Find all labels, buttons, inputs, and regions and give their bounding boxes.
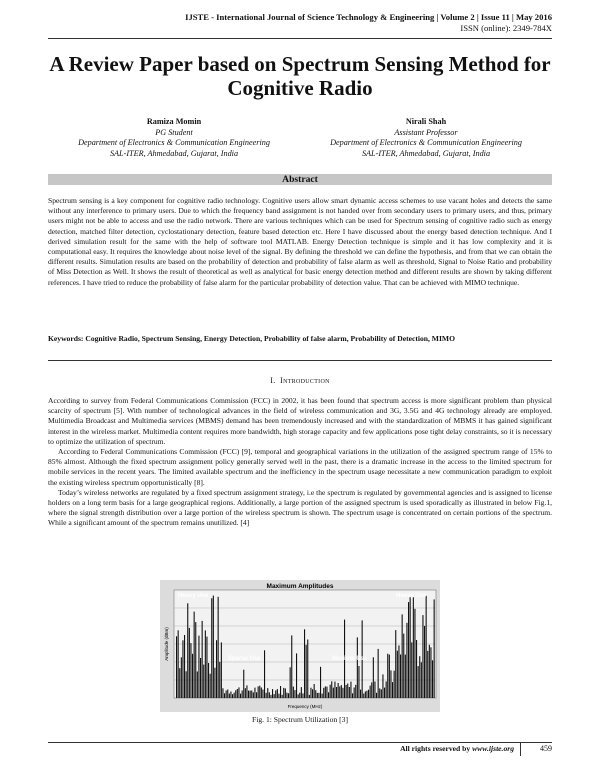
spectrum-bar <box>211 598 212 698</box>
spectrum-bar <box>230 692 231 699</box>
spectrum-bar <box>285 688 286 698</box>
spectrum-bar <box>190 643 191 698</box>
spectrum-bar <box>301 687 302 698</box>
spectrum-bar <box>210 674 211 698</box>
spectrum-bar <box>318 693 319 698</box>
spectrum-bar <box>245 688 246 698</box>
spectrum-bar <box>384 688 385 698</box>
spectrum-bar <box>280 686 281 698</box>
author-dept: Department of Electronics & Communication Engineering <box>78 138 270 148</box>
spectrum-bar <box>203 665 204 698</box>
spectrum-bar <box>261 688 262 699</box>
spectrum-bar <box>216 640 217 698</box>
spectrum-bar <box>418 666 419 698</box>
paper-title: A Review Paper based on Spectrum Sensing Method for Cognitive Radio <box>49 52 551 100</box>
spectrum-bar <box>430 647 431 698</box>
section-rule <box>48 360 552 361</box>
spectrum-bar <box>227 690 228 699</box>
spectrum-bar <box>422 615 423 698</box>
medium-use-label: Medium Use <box>332 656 368 662</box>
spectrum-bar <box>398 645 399 698</box>
spectrum-bar <box>248 691 249 698</box>
spectrum-bar <box>381 689 382 698</box>
spectrum-bar <box>374 682 375 699</box>
spectrum-bar <box>394 671 395 698</box>
spectrum-bar <box>198 636 199 698</box>
author-2 <box>300 117 552 159</box>
spectrum-bar <box>195 622 196 698</box>
paragraph: According to survey from Federal Communications Commission (FCC) in 2002, it has been found that spectrum access is more significant problem than physical scarcity of spectrum [5]. With number of technological advances in the field of wireless communication and 3G, 3.5G and 4G technology already are employed. Multimedia Broadcast and Multimedia services (MBMS) demand has been tremendously increased and with the standardization of MBMS it has gained significant interest in the wireless market. Multimedia content requires more bandwidth, high storage capacity and few applications pose tight delay constraints, so it is necessary to optimize the utilization of spectrum. <box>48 396 552 446</box>
spectrum-bar <box>181 657 182 698</box>
spectrum-bar <box>186 671 187 698</box>
spectrum-bar <box>349 687 350 698</box>
spectrum-bar <box>253 692 254 698</box>
spectrum-bar <box>259 686 260 698</box>
footer-separator <box>520 742 521 756</box>
spectrum-bar <box>427 651 428 698</box>
spectrum-bar <box>262 690 263 699</box>
spectrum-bar <box>270 695 271 698</box>
spectrum-bar <box>408 602 409 698</box>
spectrum-bar <box>389 655 390 698</box>
spectrum-bar <box>264 650 265 698</box>
spectrum-bar <box>360 690 361 698</box>
figure-caption: Fig. 1: Spectrum Utilization [3] <box>252 715 348 724</box>
spectrum-bar <box>283 688 284 698</box>
figure-title: Maximum Amplitudes <box>266 583 334 590</box>
author-dept: Department of Electronics & Communication Engineering <box>330 138 522 148</box>
spectrum-bar <box>278 694 279 698</box>
author-affiliation: SAL-ITER, Ahmedabad, Gujarat, India <box>109 148 239 158</box>
spectrum-bar <box>411 642 412 698</box>
spectrum-bar <box>347 684 348 699</box>
spectrum-bar <box>222 688 223 698</box>
author-name: Ramiza Momin <box>146 117 202 126</box>
spectrum-bar <box>237 689 238 698</box>
spectrum-bar <box>334 682 335 698</box>
spectrum-bar <box>355 685 356 698</box>
spectrum-bar <box>370 686 371 698</box>
spectrum-bar <box>307 640 308 699</box>
spectrum-bar <box>357 637 358 698</box>
spectrum-bar <box>378 649 379 698</box>
spectrum-bar <box>309 695 310 698</box>
spectrum-bar <box>176 636 177 698</box>
spectrum-bar <box>213 596 214 698</box>
spectrum-bar <box>232 694 233 698</box>
spectrum-bar <box>342 688 343 698</box>
spectrum-bar <box>224 693 225 698</box>
spectrum-bar <box>304 629 305 698</box>
spectrum-bar <box>246 685 247 698</box>
spectrum-bar <box>317 693 318 698</box>
spectrum-bar <box>413 597 414 698</box>
spectrum-bar <box>251 691 252 699</box>
x-axis-label: Frequency (MHz) <box>287 704 323 709</box>
heavy-use-left-label: Heavy Use <box>178 593 209 599</box>
spectrum-bar <box>429 645 430 698</box>
spectrum-bar <box>296 653 297 698</box>
sparse-use-label: Sparse Use <box>228 656 261 662</box>
spectrum-bar <box>403 634 404 698</box>
spectrum-bar <box>434 599 435 698</box>
spectrum-bar <box>352 693 353 698</box>
spectrum-bar <box>379 688 380 698</box>
paragraph: Today’s wireless networks are regulated by a fixed spectrum assignment strategy, i.e the spectrum is regulated by governmental agencies and is assigned to license holders on a long term basis for a large geographical regions. Additionally, a large portion of the assigned spectrum is used sporadically as illustrated in below Fig.1, where the signal strength distribution over a large portion of the wireless spectrum is shown. The spectrum usage is concentrated on certain portions of the spectrum. While a significant amount of the spectrum remains unutilized. [4] <box>48 487 552 528</box>
spectrum-bar <box>269 692 270 698</box>
spectrum-bar <box>414 609 415 698</box>
spectrum-bar <box>400 655 401 699</box>
keywords: Keywords: Cognitive Radio, Spectrum Sensing, Energy Detection, Probability of false alarm, Probability of Detection, MIMO <box>48 334 455 343</box>
spectrum-bar <box>312 689 313 698</box>
spectrum-bar <box>397 651 398 698</box>
author-affiliation: SAL-ITER, Ahmedabad, Gujarat, India <box>361 148 491 158</box>
spectrum-bar <box>286 693 287 698</box>
spectrum-bar <box>266 693 267 698</box>
spectrum-bar <box>336 687 337 698</box>
spectrum-bar <box>373 657 374 698</box>
spectrum-bar <box>424 626 425 698</box>
spectrum-bar <box>258 686 259 698</box>
spectrum-bar <box>341 685 342 698</box>
issn-line: ISSN (online): 2349-784X <box>460 23 552 33</box>
spectrum-bar <box>189 628 190 698</box>
spectrum-bar <box>386 681 387 698</box>
spectrum-bar <box>368 690 369 698</box>
spectrum-bar <box>291 635 292 698</box>
spectrum-bar <box>338 683 339 698</box>
spectrum-bar <box>184 635 185 698</box>
spectrum-bar <box>178 630 179 698</box>
spectrum-bar <box>219 662 220 698</box>
spectrum-bar <box>366 691 367 698</box>
spectrum-bar <box>277 689 278 698</box>
spectrum-bar <box>382 674 383 698</box>
spectrum-bar <box>326 687 327 698</box>
spectrum-bar <box>267 688 268 698</box>
spectrum-bar <box>365 691 366 698</box>
spectrum-bar <box>208 663 209 698</box>
spectrum-bar <box>235 690 236 698</box>
section-number: I. <box>270 376 276 385</box>
spectrum-bar <box>315 690 316 698</box>
spectrum-bar <box>272 689 273 698</box>
spectrum-bar <box>402 614 403 698</box>
spectrum-bar <box>288 693 289 698</box>
author-1 <box>48 117 300 159</box>
journal-line: IJSTE - International Journal of Science Technology & Engineering | Volume 2 | Issue 11 | May 2016 <box>185 12 552 22</box>
footer-rights <box>400 744 514 753</box>
abstract-heading: Abstract <box>48 174 552 185</box>
author-name: Nirali Shah <box>405 117 447 126</box>
spectrum-bar <box>243 670 244 698</box>
footer-rule <box>48 742 552 743</box>
spectrum-bar <box>410 597 411 698</box>
spectrum-bar <box>238 687 239 698</box>
spectrum-bar <box>294 690 295 698</box>
spectrum-bar <box>350 682 351 698</box>
spectrum-bar <box>323 688 324 698</box>
y-axis-label: Amplitude (dBm) <box>164 627 169 661</box>
spectrum-bar <box>192 654 193 698</box>
spectrum-bar <box>197 672 198 699</box>
spectrum-bar <box>426 596 427 698</box>
spectrum-bar <box>371 682 372 698</box>
spectrum-bar <box>421 662 422 698</box>
spectrum-bar <box>299 693 300 698</box>
spectrum-bar <box>242 691 243 699</box>
spectrum-bar <box>376 693 377 698</box>
running-header <box>185 12 552 34</box>
section-heading <box>48 376 552 385</box>
spectrum-bar <box>320 667 321 698</box>
spectrum-bar <box>293 687 294 698</box>
spectrum-bar <box>214 668 215 698</box>
spectrum-bar <box>274 694 275 698</box>
spectrum-bar <box>250 691 251 698</box>
spectrum-bar <box>330 685 331 698</box>
spectrum-bar <box>256 692 257 698</box>
spectrum-bar <box>387 654 388 698</box>
author-role: PG Student <box>155 127 193 137</box>
spectrum-bar <box>390 670 391 698</box>
spectrum-bar <box>218 597 219 698</box>
spectrum-bar <box>328 692 329 698</box>
spectrum-bar <box>302 693 303 698</box>
spectrum-bar <box>346 685 347 698</box>
spectrum-bar <box>298 694 299 698</box>
spectrum-bar <box>194 612 195 698</box>
spectrum-bar <box>314 684 315 698</box>
spectrum-bar <box>339 686 340 698</box>
spectrum-bar <box>310 688 311 698</box>
spectrum-bar <box>205 630 206 698</box>
body-text <box>48 396 552 529</box>
spectrum-bar <box>275 690 276 698</box>
spectrum-utilization-figure <box>160 580 440 712</box>
abstract-text: Spectrum sensing is a key component for cognitive radio technology. Cognitive users allow smart dynamic access schemes to use vacant holes and detects the same without any interference to primary users. Due to which the frequency band assignment is not handed over from secondary users to primary users, and thus, primary users might not be able to access and use the radio network. There are various techniques which can be used for Spectrum sensing of cognitive radio such as energy detection, matched filter detection, cyclostationary detection, feature based detection etc. Here I have discussed about the energy based detection technique. And I derived simulation result for the same with the help of software tool MATLAB. Energy Detection technique is simple and it has low complexity and it is computational easy. It requires the knowledge about noise level of the signal. By defining the threshold we can define the hypothesis, and from that we can obtain the different results. Simulation results are based on the probability of detection and probability of false alarm as well as threshold, Signal to Noise Ratio and probability of Miss Detection as Well. It shows the result of theoretical as well as analytical for basic energy detection method and different results are shown by taking different references. I have tried to reduce the probability of false alarm for the particular probability of detection value. That can be achieved with MIMO technique. <box>48 196 552 287</box>
spectrum-bar <box>179 668 180 698</box>
spectrum-bar <box>306 645 307 698</box>
spectrum-bar <box>392 682 393 698</box>
rights-text: All rights reserved by <box>400 744 473 753</box>
heavy-use-right-label: Heavy Use <box>396 593 427 599</box>
spectrum-bar <box>354 688 355 699</box>
spectrum-bar <box>206 637 207 698</box>
spectrum-bar <box>325 686 326 698</box>
spectrum-bar <box>358 666 359 698</box>
spectrum-bar <box>221 642 222 698</box>
spectrum-bar <box>363 694 364 699</box>
spectrum-bar <box>200 658 201 698</box>
spectrum-bar <box>226 691 227 699</box>
spectrum-bar <box>290 667 291 698</box>
spectrum-bar <box>240 694 241 698</box>
spectrum-bar <box>406 623 407 698</box>
page-number: 459 <box>540 744 552 753</box>
spectrum-bar <box>395 630 396 698</box>
spectrum-bar <box>419 656 420 698</box>
header-rule <box>48 38 552 39</box>
section-title: Introduction <box>280 376 330 385</box>
spectrum-bar <box>234 693 235 698</box>
spectrum-bar <box>202 621 203 698</box>
spectrum-bar <box>282 695 283 698</box>
author-role: Assistant Professor <box>394 127 458 137</box>
spectrum-bar <box>331 681 332 698</box>
spectrum-bar <box>229 694 230 699</box>
spectrum-bar <box>333 688 334 698</box>
paragraph: According to Federal Communications Commission (FCC) [9], temporal and geographical variations in the utilization of the assigned spectrum range of 15% to 85% almost. Although the fixed spectrum assignment policy generally served well in the past, there is a dramatic increase in the access to the limited spectrum for mobile services in the recent years. The limited available spectrum and the inefficiency in the spectrum usage necessitate a new communication paradigm to exploit the existing wireless spectrum opportunistically [8]. <box>48 447 552 487</box>
spectrum-bar <box>405 655 406 698</box>
spectrum-bar <box>254 688 255 698</box>
spectrum-bar <box>322 694 323 698</box>
site-link[interactable]: www.ijste.org <box>472 744 514 753</box>
spectrum-bar <box>432 660 433 698</box>
spectrum-bar <box>182 640 183 698</box>
spectrum-bar <box>187 603 188 698</box>
spectrum-bar <box>416 640 417 698</box>
